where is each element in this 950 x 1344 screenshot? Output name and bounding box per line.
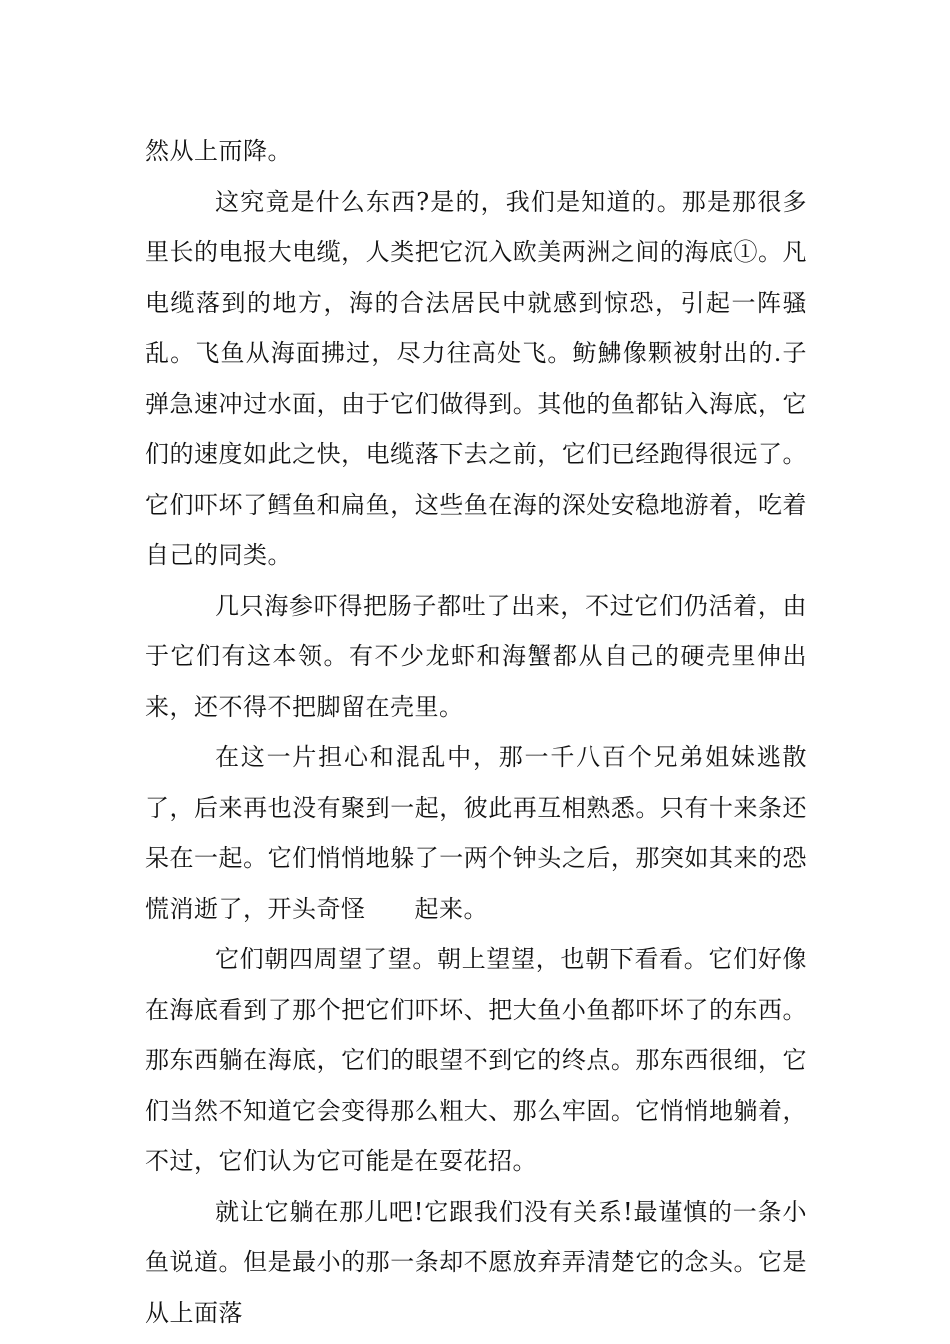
body-text: [145, 126, 807, 1338]
paragraph-sea-cucumbers: 几只海参吓得把肠子都吐了出来，不过它们仍活着，由于它们有这本领。有不少龙虾和海蟹都从自己的硬壳里伸出来，还不得不把脚留在壳里。: [145, 591, 807, 721]
paragraph-continuation: 然从上而降。: [145, 137, 292, 165]
paragraph-scattered: 在这一片担心和混乱中，那一千八百个兄弟姐妹逃散了，后来再也没有聚到一起，彼此再互相熟悉。只有十来条还呆在一起。它们悄悄地躲了一两个钟头之后，那突如其来的恐慌消逝了，开头奇怪 起来。: [145, 743, 807, 923]
paragraph-looking-around: 它们朝四周望了望。朝上望望，也朝下看看。它们好像在海底看到了那个把它们吓坏、把大鱼小鱼都吓坏了的东西。那东西躺在海底，它们的眼望不到它的终点。那东西很细，它们当然不知道它会变得那么粗大、那么牢固。它悄悄地躺着，不过，它们认为它可能是在耍花招。: [145, 945, 807, 1175]
paragraph-cautious-fish: 就让它躺在那儿吧!它跟我们没有关系!最谨慎的一条小鱼说道。但是最小的那一条却不愿放弃弄清楚它的念头。它是从上面落: [145, 1197, 807, 1327]
paragraph-cable: 这究竟是什么东西?是的，我们是知道的。那是那很多里长的电报大电缆，人类把它沉入欧美两洲之间的海底①。凡电缆落到的地方，海的合法居民中就感到惊恐，引起一阵骚乱。飞鱼从海面拂过，尽力往高处飞。鲂鮄像颗被射出的.子弹急速冲过水面，由于它们做得到。其他的鱼都钻入海底，它们的速度如此之快，电缆落下去之前，它们已经跑得很远了。它们吓坏了鳕鱼和扁鱼，这些鱼在海的深处安稳地游着，吃着自己的同类。: [145, 187, 807, 569]
